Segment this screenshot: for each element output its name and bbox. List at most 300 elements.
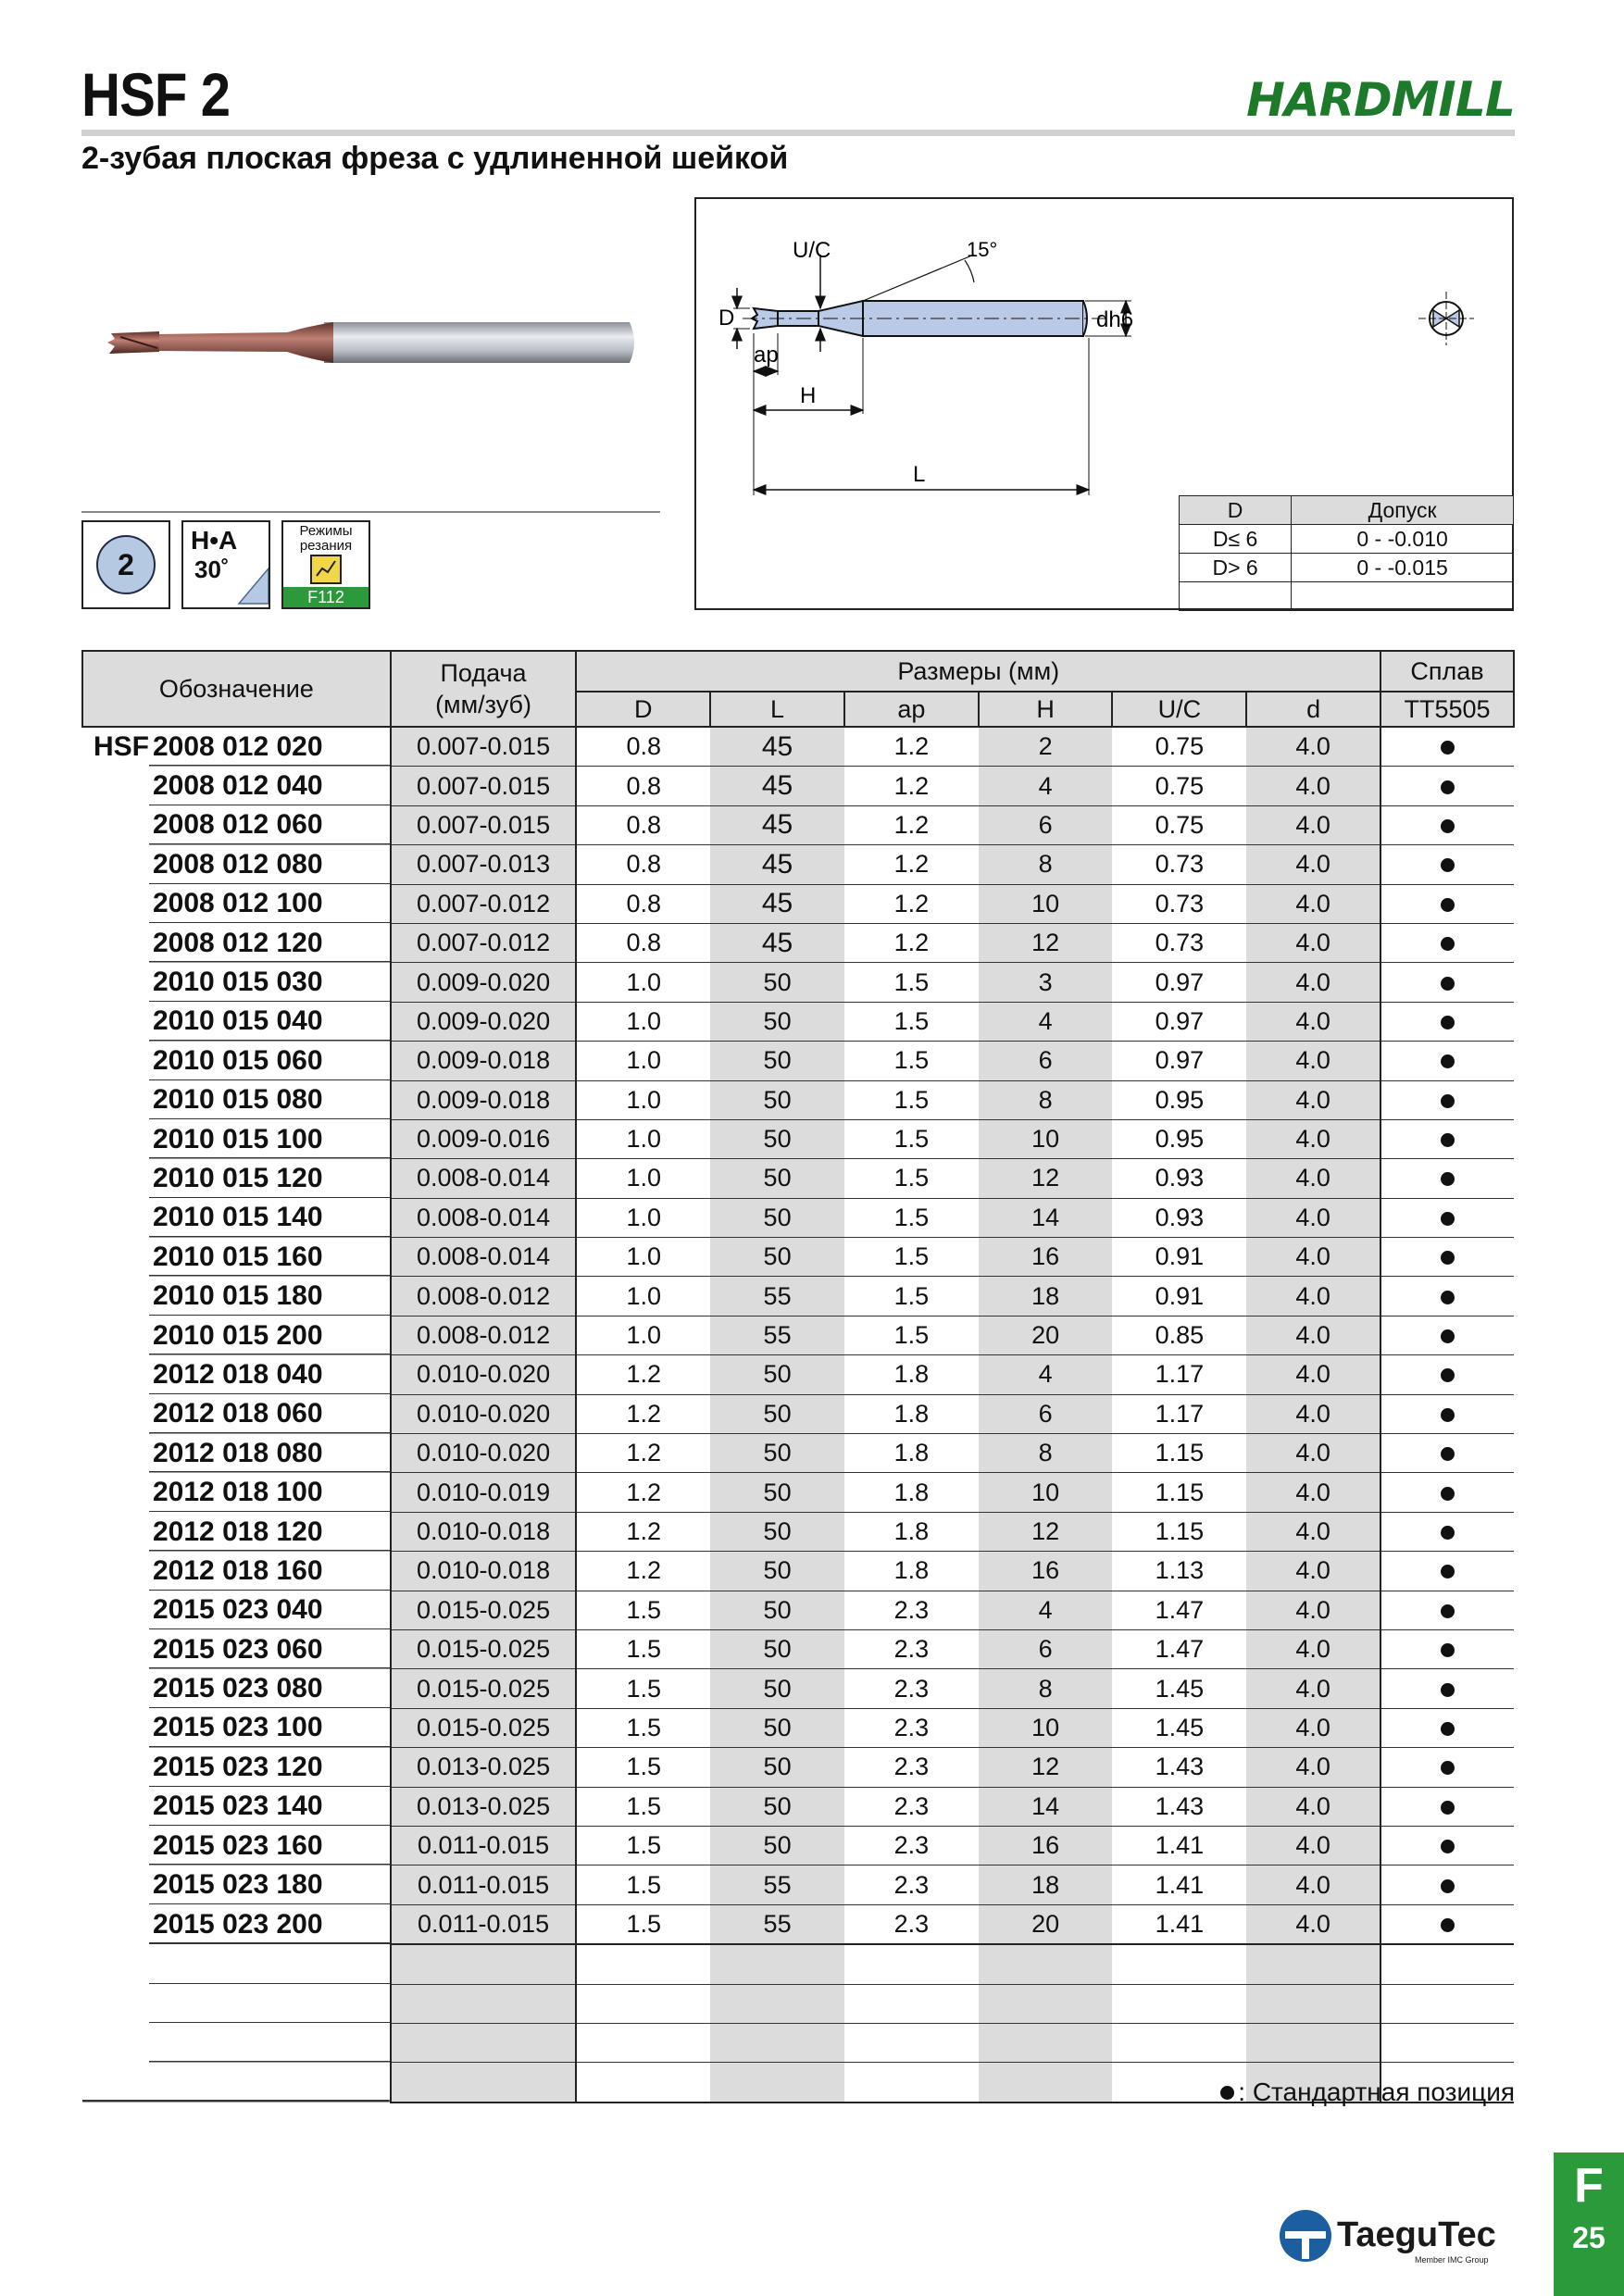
alloy-cell — [1380, 1277, 1514, 1316]
h-label: H — [800, 383, 817, 408]
standard-dot-icon — [1441, 1526, 1455, 1540]
legend-text: : Стандартная позиция — [1238, 2078, 1515, 2106]
designation-code: 2015 023 180 — [153, 1869, 323, 1901]
feed-cell: 0.008-0.012 — [391, 1316, 577, 1354]
designation-cell — [82, 1394, 391, 1433]
standard-dot-icon — [1220, 2086, 1234, 2100]
feed-cell: 0.011-0.015 — [391, 1826, 577, 1865]
empty-cell — [576, 1984, 710, 2023]
table-row — [82, 1080, 1514, 1119]
uc-cell: 1.17 — [1112, 1355, 1246, 1394]
alloy-cell — [1380, 1708, 1514, 1747]
h-cell: 3 — [979, 963, 1113, 1002]
designation-cell — [82, 1629, 391, 1668]
alloy-cell — [1380, 1002, 1514, 1041]
table-row — [82, 1119, 1514, 1158]
product-table — [81, 650, 1515, 2103]
uc-cell: 0.73 — [1112, 884, 1246, 923]
d-cell: 1.0 — [576, 1316, 710, 1354]
standard-dot-icon — [1441, 1840, 1455, 1853]
tolerance-cell: 0 - -0.015 — [1292, 554, 1514, 582]
table-row — [82, 1394, 1514, 1433]
empty-cell — [82, 1944, 391, 1984]
uc-cell: 0.97 — [1112, 1002, 1246, 1041]
empty-cell — [576, 2023, 710, 2062]
uc-cell: 0.85 — [1112, 1316, 1246, 1354]
designation-code: 2010 015 030 — [153, 967, 323, 998]
table-row — [82, 1238, 1514, 1277]
empty-cell — [576, 1944, 710, 1984]
uc-cell: 0.73 — [1112, 923, 1246, 962]
designation-code: 2008 012 100 — [153, 888, 323, 919]
h-cell: 2 — [979, 727, 1113, 767]
ap-cell: 1.2 — [844, 727, 979, 767]
shank-cell: 4.0 — [1246, 1826, 1380, 1865]
l-cell: 50 — [710, 1629, 844, 1668]
alloy-cell — [1380, 1748, 1514, 1787]
designation-cell — [82, 1552, 391, 1591]
h-cell: 8 — [979, 845, 1113, 884]
feed-cell: 0.010-0.019 — [391, 1473, 577, 1512]
header-dim-ap: ap — [844, 692, 979, 727]
designation-code: 2010 015 100 — [153, 1123, 323, 1154]
table-row — [82, 767, 1514, 805]
ap-cell: 2.3 — [844, 1629, 979, 1668]
d-cell: 1.0 — [576, 1080, 710, 1119]
tolerance-table — [1179, 495, 1514, 611]
shank-cell: 4.0 — [1246, 1591, 1380, 1629]
empty-cell — [391, 2023, 577, 2062]
tolerance-cell: 0 - -0.010 — [1292, 525, 1514, 554]
feed-cell: 0.011-0.015 — [391, 1904, 577, 1944]
empty-cell — [710, 1984, 844, 2023]
company-name: TaeguTec — [1337, 2215, 1496, 2254]
flute-number: 2 — [96, 535, 156, 594]
empty-cell — [979, 1984, 1113, 2023]
d-cell: 1.5 — [576, 1787, 710, 1826]
designation-cell — [82, 727, 391, 767]
d-cell: 0.8 — [576, 845, 710, 884]
shank-cell: 4.0 — [1246, 1904, 1380, 1944]
designation-code: 2012 018 120 — [153, 1516, 323, 1547]
uc-cell: 0.97 — [1112, 963, 1246, 1002]
ap-cell: 2.3 — [844, 1904, 979, 1944]
d-cell: 1.2 — [576, 1512, 710, 1551]
h-cell: 16 — [979, 1552, 1113, 1591]
ap-cell: 1.5 — [844, 1277, 979, 1316]
ap-cell: 2.3 — [844, 1787, 979, 1826]
uc-cell: 0.75 — [1112, 805, 1246, 844]
feed-cell: 0.011-0.015 — [391, 1866, 577, 1904]
table-row — [82, 1002, 1514, 1041]
shank-cell: 4.0 — [1246, 1748, 1380, 1787]
table-row — [82, 1277, 1514, 1316]
designation-cell — [82, 1002, 391, 1041]
empty-cell — [844, 2063, 979, 2103]
l-cell: 50 — [710, 1512, 844, 1551]
empty-cell — [391, 1984, 577, 2023]
designation-code: 2015 023 040 — [153, 1594, 323, 1626]
ap-cell: 1.8 — [844, 1552, 979, 1591]
alloy-cell — [1380, 1238, 1514, 1277]
alloy-cell — [1380, 845, 1514, 884]
table-row — [82, 1473, 1514, 1512]
empty-cell — [979, 2023, 1113, 2062]
shank-cell: 4.0 — [1246, 1316, 1380, 1354]
l-cell: 50 — [710, 1669, 844, 1708]
h-cell: 8 — [979, 1434, 1113, 1473]
designation-cell — [82, 1355, 391, 1394]
table-row — [82, 1787, 1514, 1826]
angle-label: 15° — [967, 238, 998, 261]
designation-cell — [82, 845, 391, 884]
standard-dot-icon — [1441, 1408, 1455, 1422]
h-cell: 4 — [979, 767, 1113, 805]
designation-prefix: HSF — [94, 730, 149, 762]
h-cell: 18 — [979, 1866, 1113, 1904]
designation-code: 2012 018 060 — [153, 1398, 323, 1429]
empty-cell — [82, 2063, 391, 2103]
table-row — [82, 1826, 1514, 1865]
designation-code: 2008 012 120 — [153, 927, 323, 958]
table-row — [82, 1198, 1514, 1237]
header-alloy-grade: TT5505 — [1380, 692, 1514, 727]
alloy-cell — [1380, 1119, 1514, 1158]
l-cell: 50 — [710, 1080, 844, 1119]
d-cell: 1.0 — [576, 1042, 710, 1080]
taegutec-logo — [1276, 2203, 1517, 2268]
cutting-data-label: Режимы резания — [299, 523, 353, 554]
feed-cell: 0.008-0.014 — [391, 1159, 577, 1198]
standard-dot-icon — [1441, 1683, 1455, 1697]
designation-code: 2010 015 200 — [153, 1319, 323, 1351]
uc-cell: 1.15 — [1112, 1434, 1246, 1473]
ap-cell: 1.5 — [844, 1316, 979, 1354]
feed-cell: 0.015-0.025 — [391, 1669, 577, 1708]
h-cell: 6 — [979, 1394, 1113, 1433]
d-cell: 1.5 — [576, 1629, 710, 1668]
l-cell: 50 — [710, 1552, 844, 1591]
alloy-cell — [1380, 1394, 1514, 1433]
feed-cell: 0.010-0.018 — [391, 1512, 577, 1551]
designation-cell — [82, 1042, 391, 1080]
ap-cell: 1.2 — [844, 923, 979, 962]
feed-cell: 0.008-0.012 — [391, 1277, 577, 1316]
l-cell: 55 — [710, 1866, 844, 1904]
ap-cell: 1.5 — [844, 1042, 979, 1080]
uc-cell: 1.17 — [1112, 1394, 1246, 1433]
standard-dot-icon — [1441, 1879, 1455, 1893]
empty-cell — [1380, 2023, 1514, 2062]
designation-code: 2010 015 120 — [153, 1162, 323, 1193]
alloy-cell — [1380, 884, 1514, 923]
feed-cell: 0.009-0.020 — [391, 963, 577, 1002]
table-row — [82, 805, 1514, 844]
uc-label: U/C — [793, 238, 831, 263]
feed-cell: 0.015-0.025 — [391, 1629, 577, 1668]
uc-cell: 1.41 — [1112, 1826, 1246, 1865]
feed-cell: 0.007-0.015 — [391, 767, 577, 805]
empty-cell — [844, 2023, 979, 2062]
uc-cell: 0.75 — [1112, 727, 1246, 767]
ap-cell: 1.5 — [844, 1198, 979, 1237]
l-cell: 50 — [710, 1473, 844, 1512]
empty-cell — [82, 2023, 391, 2062]
standard-dot-icon — [1441, 1487, 1455, 1501]
table-row — [82, 845, 1514, 884]
d-cell: 1.0 — [576, 1238, 710, 1277]
table-row — [82, 884, 1514, 923]
standard-dot-icon — [1441, 819, 1455, 833]
empty-cell — [844, 1944, 979, 1984]
standard-dot-icon — [1441, 780, 1455, 794]
alloy-cell — [1380, 1512, 1514, 1551]
section-tab — [1554, 2152, 1624, 2296]
section-letter: F — [1574, 2159, 1604, 2213]
shank-cell: 4.0 — [1246, 1002, 1380, 1041]
l-cell: 50 — [710, 1787, 844, 1826]
shank-cell: 4.0 — [1246, 805, 1380, 844]
d-cell: 1.5 — [576, 1748, 710, 1787]
tolerance-header-tolerance: Допуск — [1292, 496, 1514, 525]
helix-label: H•A — [191, 526, 238, 555]
table-row — [82, 1708, 1514, 1747]
d-cell: 0.8 — [576, 923, 710, 962]
feed-cell: 0.010-0.020 — [391, 1434, 577, 1473]
standard-dot-icon — [1441, 1291, 1455, 1304]
designation-code: 2008 012 020 — [153, 730, 323, 762]
empty-table-row — [82, 1944, 1514, 1984]
l-cell: 50 — [710, 1198, 844, 1237]
table-row — [82, 1159, 1514, 1198]
d-cell: 0.8 — [576, 884, 710, 923]
shank-cell: 4.0 — [1246, 923, 1380, 962]
h-cell: 10 — [979, 1473, 1113, 1512]
ap-cell: 2.3 — [844, 1866, 979, 1904]
helix-wedge-icon — [183, 522, 269, 607]
cutting-chart-icon — [309, 554, 343, 585]
l-cell: 45 — [710, 884, 844, 923]
designation-cell — [82, 1238, 391, 1277]
shank-cell: 4.0 — [1246, 963, 1380, 1002]
l-cell: 45 — [710, 923, 844, 962]
l-cell: 50 — [710, 1159, 844, 1198]
header-dim-h: H — [979, 692, 1113, 727]
designation-cell — [82, 1159, 391, 1198]
h-cell: 4 — [979, 1002, 1113, 1041]
table-row — [82, 1434, 1514, 1473]
uc-cell: 1.41 — [1112, 1904, 1246, 1944]
ap-cell: 1.2 — [844, 884, 979, 923]
feed-cell: 0.007-0.015 — [391, 805, 577, 844]
brand-part2: MILL — [1391, 72, 1515, 128]
ap-cell: 2.3 — [844, 1708, 979, 1747]
alloy-cell — [1380, 1826, 1514, 1865]
feed-cell: 0.013-0.025 — [391, 1787, 577, 1826]
ap-cell: 1.2 — [844, 767, 979, 805]
feed-cell: 0.015-0.025 — [391, 1591, 577, 1629]
h-cell: 16 — [979, 1826, 1113, 1865]
d-cell: 1.5 — [576, 1708, 710, 1747]
feed-cell: 0.015-0.025 — [391, 1708, 577, 1747]
table-row — [82, 923, 1514, 962]
alloy-cell — [1380, 1904, 1514, 1944]
h-cell: 20 — [979, 1904, 1113, 1944]
shank-cell: 4.0 — [1246, 1277, 1380, 1316]
alloy-cell — [1380, 1434, 1514, 1473]
standard-dot-icon — [1441, 741, 1455, 755]
shank-cell: 4.0 — [1246, 1473, 1380, 1512]
uc-cell: 1.45 — [1112, 1708, 1246, 1747]
photo-divider — [81, 511, 660, 513]
shank-cell: 4.0 — [1246, 1159, 1380, 1198]
table-row — [82, 1748, 1514, 1787]
header-dim-d: D — [576, 692, 710, 727]
empty-cell — [710, 2023, 844, 2062]
d-cell: 1.5 — [576, 1904, 710, 1944]
designation-cell — [82, 884, 391, 923]
shank-cell: 4.0 — [1246, 1238, 1380, 1277]
designation-cell — [82, 1904, 391, 1944]
uc-cell: 0.93 — [1112, 1159, 1246, 1198]
designation-code: 2015 023 060 — [153, 1633, 323, 1665]
shank-cell: 4.0 — [1246, 1042, 1380, 1080]
uc-cell: 0.91 — [1112, 1238, 1246, 1277]
empty-cell — [1112, 2023, 1246, 2062]
designation-cell — [82, 767, 391, 805]
designation-code: 2008 012 040 — [153, 770, 323, 802]
ap-cell: 1.8 — [844, 1473, 979, 1512]
empty-cell — [1112, 1944, 1246, 1984]
hardmill-logo — [1246, 72, 1515, 128]
designation-code: 2015 023 140 — [153, 1791, 323, 1822]
header-alloy: Сплав — [1380, 651, 1514, 692]
alloy-cell — [1380, 1042, 1514, 1080]
ap-cell: 1.8 — [844, 1512, 979, 1551]
d-cell: 1.2 — [576, 1434, 710, 1473]
table-row — [82, 1355, 1514, 1394]
h-cell: 10 — [979, 1119, 1113, 1158]
shank-cell: 4.0 — [1246, 1866, 1380, 1904]
designation-code: 2015 023 160 — [153, 1829, 323, 1861]
alloy-cell — [1380, 1591, 1514, 1629]
standard-dot-icon — [1441, 937, 1455, 951]
shank-cell: 4.0 — [1246, 1787, 1380, 1826]
d-tip-label: D — [718, 306, 735, 331]
designation-code: 2010 015 060 — [153, 1044, 323, 1076]
empty-cell — [82, 1984, 391, 2023]
table-row — [82, 1591, 1514, 1629]
tolerance-cell — [1180, 582, 1292, 611]
h-cell: 16 — [979, 1238, 1113, 1277]
designation-cell — [82, 1866, 391, 1904]
standard-dot-icon — [1441, 1054, 1455, 1068]
table-row — [82, 1552, 1514, 1591]
feed-cell: 0.010-0.020 — [391, 1355, 577, 1394]
empty-cell — [844, 1984, 979, 2023]
alloy-cell — [1380, 963, 1514, 1002]
uc-cell: 1.15 — [1112, 1512, 1246, 1551]
standard-dot-icon — [1441, 1251, 1455, 1265]
designation-code: 2010 015 140 — [153, 1202, 323, 1233]
uc-cell: 1.41 — [1112, 1866, 1246, 1904]
designation-cell — [82, 1708, 391, 1747]
l-cell: 50 — [710, 1119, 844, 1158]
d-cell: 1.5 — [576, 1591, 710, 1629]
uc-cell: 0.73 — [1112, 845, 1246, 884]
uc-cell: 1.13 — [1112, 1552, 1246, 1591]
designation-cell — [82, 963, 391, 1002]
empty-cell — [979, 2063, 1113, 2103]
h-cell: 8 — [979, 1080, 1113, 1119]
brand-part1: HARD — [1246, 73, 1392, 127]
alloy-cell — [1380, 805, 1514, 844]
l-cell: 55 — [710, 1904, 844, 1944]
shank-cell: 4.0 — [1246, 1512, 1380, 1551]
d-cell: 1.2 — [576, 1355, 710, 1394]
l-cell: 50 — [710, 963, 844, 1002]
empty-table-row — [82, 2023, 1514, 2062]
shank-cell: 4.0 — [1246, 1629, 1380, 1668]
feed-cell: 0.009-0.020 — [391, 1002, 577, 1041]
uc-cell: 1.15 — [1112, 1473, 1246, 1512]
d-cell: 0.8 — [576, 805, 710, 844]
feed-cell: 0.009-0.016 — [391, 1119, 577, 1158]
table-row — [82, 1866, 1514, 1904]
h-cell: 12 — [979, 1159, 1113, 1198]
l-cell: 55 — [710, 1277, 844, 1316]
uc-cell: 1.45 — [1112, 1669, 1246, 1708]
h-cell: 6 — [979, 805, 1113, 844]
end-mill-photo — [102, 306, 639, 380]
table-row — [82, 1629, 1514, 1668]
designation-cell — [82, 1277, 391, 1316]
designation-cell — [82, 1198, 391, 1237]
standard-dot-icon — [1441, 1918, 1455, 1932]
company-subtitle: Member IMC Group — [1415, 2255, 1489, 2265]
h-cell: 10 — [979, 1708, 1113, 1747]
ap-cell: 1.5 — [844, 1080, 979, 1119]
header-dimensions: Размеры (мм) — [576, 651, 1380, 692]
h-cell: 4 — [979, 1591, 1113, 1629]
uc-cell: 0.95 — [1112, 1119, 1246, 1158]
d-shank-label: dh6 — [1096, 307, 1134, 332]
cutting-data-icon — [281, 520, 370, 609]
header-dim-uc: U/C — [1112, 692, 1246, 727]
designation-cell — [82, 1787, 391, 1826]
feed-cell: 0.007-0.012 — [391, 923, 577, 962]
shank-cell: 4.0 — [1246, 1080, 1380, 1119]
table-row — [82, 1512, 1514, 1551]
ap-cell: 1.5 — [844, 1119, 979, 1158]
feed-cell: 0.007-0.012 — [391, 884, 577, 923]
d-cell: 1.0 — [576, 1277, 710, 1316]
d-cell: 1.2 — [576, 1552, 710, 1591]
alloy-cell — [1380, 1669, 1514, 1708]
standard-dot-icon — [1441, 1094, 1455, 1108]
ap-cell: 1.8 — [844, 1434, 979, 1473]
designation-code: 2010 015 160 — [153, 1241, 323, 1272]
uc-cell: 1.43 — [1112, 1748, 1246, 1787]
tolerance-cell: D≤ 6 — [1180, 525, 1292, 554]
d-cell: 1.0 — [576, 963, 710, 1002]
d-cell: 1.2 — [576, 1394, 710, 1433]
designation-code: 2015 023 120 — [153, 1751, 323, 1782]
designation-code: 2012 018 040 — [153, 1358, 323, 1390]
l-cell: 50 — [710, 1238, 844, 1277]
l-cell: 45 — [710, 727, 844, 767]
h-cell: 6 — [979, 1042, 1113, 1080]
